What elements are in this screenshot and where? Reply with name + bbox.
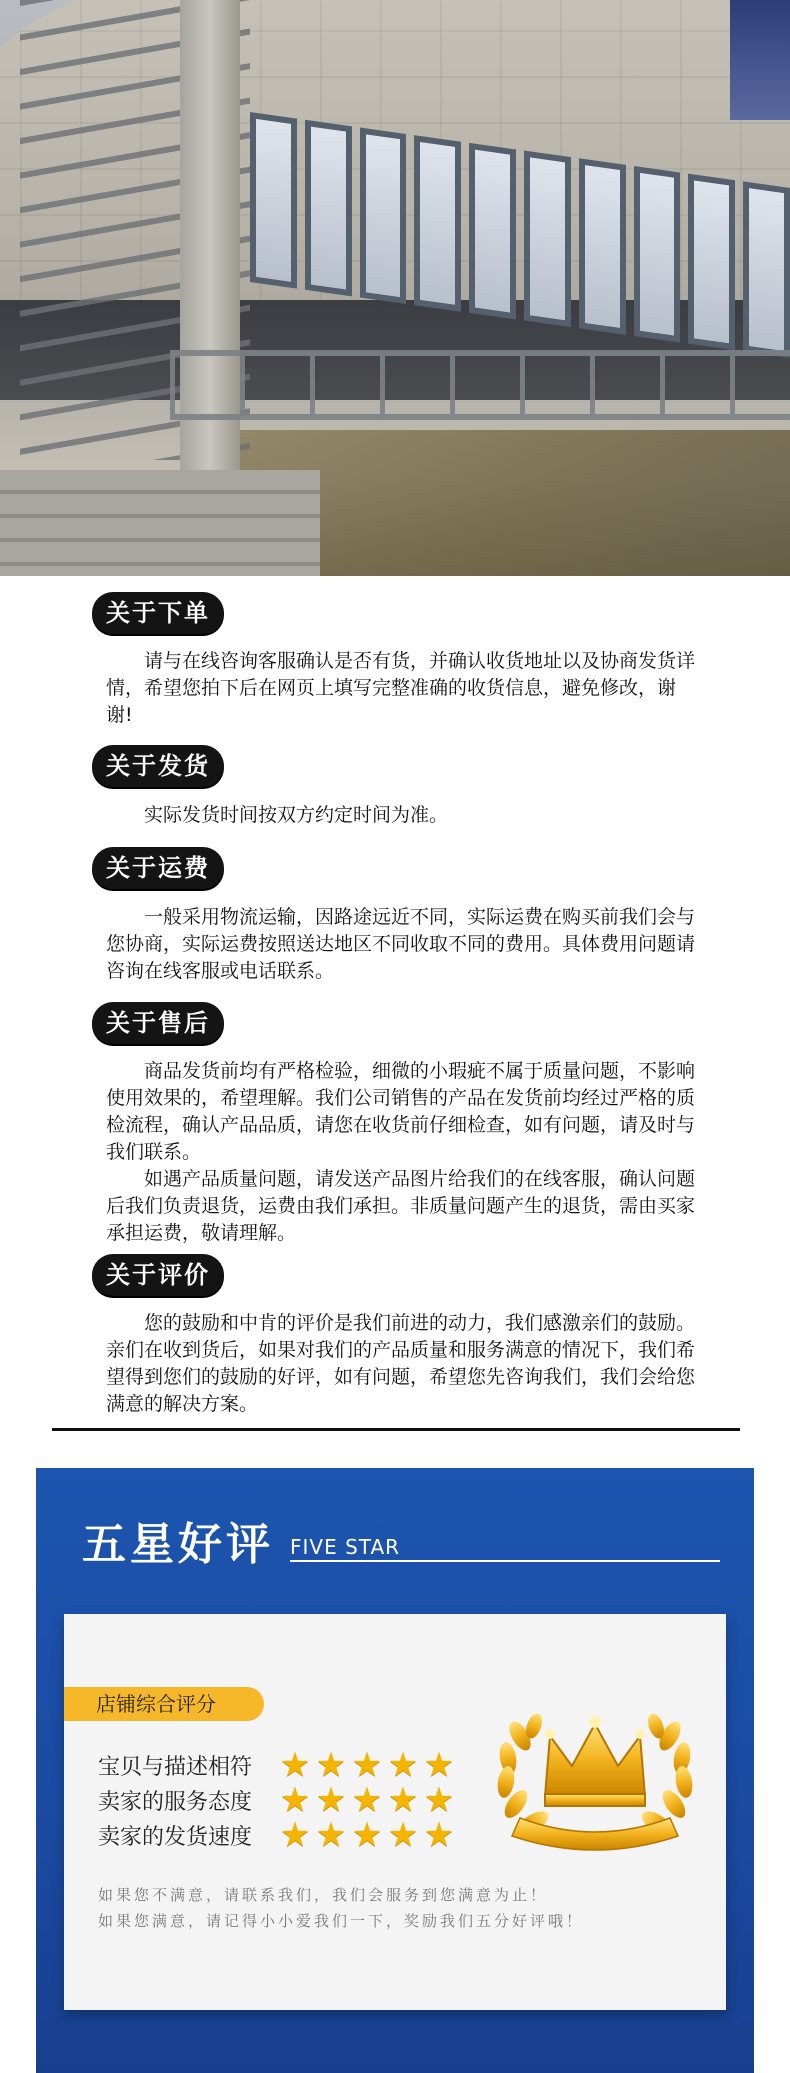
section-title-order: 关于下单 <box>92 592 224 634</box>
paragraph: 一般采用物流运输，因路途远近不同，实际运费在购买前我们会与您协商，实际运费按照送达地区不同收取不同的费用。具体费用问题请咨询在线客服或电话联系。 <box>106 906 696 982</box>
rating-row <box>98 1780 456 1820</box>
paragraph: 您的鼓励和中肯的评价是我们前进的动力，我们感激亲们的鼓励。亲们在收到货后，如果对我们的产品质量和服务满意的情况下，我们希望得到您们的鼓励的好评，如有问题，希望您先咨询我们，我们会给您满意的解决方案。 <box>106 1312 696 1415</box>
star-icon: ★ <box>351 1745 383 1785</box>
star-icon: ★ <box>387 1745 419 1785</box>
star-icon: ★ <box>315 1815 347 1855</box>
section-text-after-sales <box>106 1058 698 1247</box>
hero-photo-cooling-tower <box>0 0 790 576</box>
section-text-freight <box>106 904 698 985</box>
section-text-review <box>106 1310 698 1418</box>
guard-rail <box>170 350 790 420</box>
section-title-review: 关于评价 <box>92 1254 224 1296</box>
divider <box>52 1428 740 1431</box>
rating-label: 宝贝与描述相符 <box>98 1754 253 1780</box>
star-rating <box>278 1780 456 1820</box>
rating-label: 卖家的服务态度 <box>98 1789 253 1815</box>
section-text-order <box>106 648 698 729</box>
star-rating <box>278 1745 456 1785</box>
star-icon: ★ <box>279 1745 311 1785</box>
rating-label: 卖家的发货速度 <box>98 1824 253 1850</box>
note-line: 如果您不满意，请联系我们，我们会服务到您满意为止！ <box>98 1886 549 1904</box>
star-icon: ★ <box>423 1815 455 1855</box>
rating-row <box>98 1745 456 1785</box>
star-icon: ★ <box>279 1815 311 1855</box>
paragraph: 商品发货前均有严格检验，细微的小瑕疵不属于质量问题，不影响使用效果的，希望理解。我们公司销售的产品在发货前均经过严格的质检流程，确认产品品质，请您在收货前仔细检查，如有问题，请及时与我们联系。 <box>106 1060 696 1163</box>
paragraph: 如遇产品质量问题，请发送产品图片给我们的在线客服，确认问题后我们负责退货，运费由我们承担。非质量问题产生的退货，需由买家承担运费，敬请理解。 <box>106 1168 696 1244</box>
star-icon: ★ <box>315 1780 347 1820</box>
section-title-after-sales: 关于售后 <box>92 1002 224 1044</box>
rating-row <box>98 1815 456 1855</box>
star-rating <box>278 1815 456 1855</box>
star-icon: ★ <box>351 1780 383 1820</box>
five-star-title: 五星好评 <box>82 1519 274 1570</box>
star-icon: ★ <box>423 1745 455 1785</box>
paragraph: 请与在线咨询客服确认是否有货，并确认收货地址以及协商发货详情，希望您拍下后在网页上填写完整准确的收货信息，避免修改，谢谢! <box>106 650 696 726</box>
five-star-subtitle: FIVE STAR <box>290 1535 401 1559</box>
section-title-freight: 关于运费 <box>92 847 224 889</box>
concrete-steps <box>0 470 320 576</box>
star-icon: ★ <box>351 1815 383 1855</box>
title-underline <box>290 1560 720 1562</box>
rating-header: 店铺综合评分 <box>64 1687 264 1721</box>
star-icon: ★ <box>315 1745 347 1785</box>
section-title-shipping: 关于发货 <box>92 745 224 787</box>
star-icon: ★ <box>387 1780 419 1820</box>
paragraph: 实际发货时间按双方约定时间为准。 <box>144 804 449 826</box>
note-line: 如果您满意，请记得小小爱我们一下，奖励我们五分好评哦！ <box>98 1912 585 1930</box>
grass <box>240 430 790 576</box>
star-icon: ★ <box>423 1780 455 1820</box>
crown-laurel-icon <box>490 1696 700 1856</box>
star-icon: ★ <box>279 1780 311 1820</box>
star-icon: ★ <box>387 1815 419 1855</box>
section-text-shipping <box>106 802 698 829</box>
sky <box>730 0 790 120</box>
